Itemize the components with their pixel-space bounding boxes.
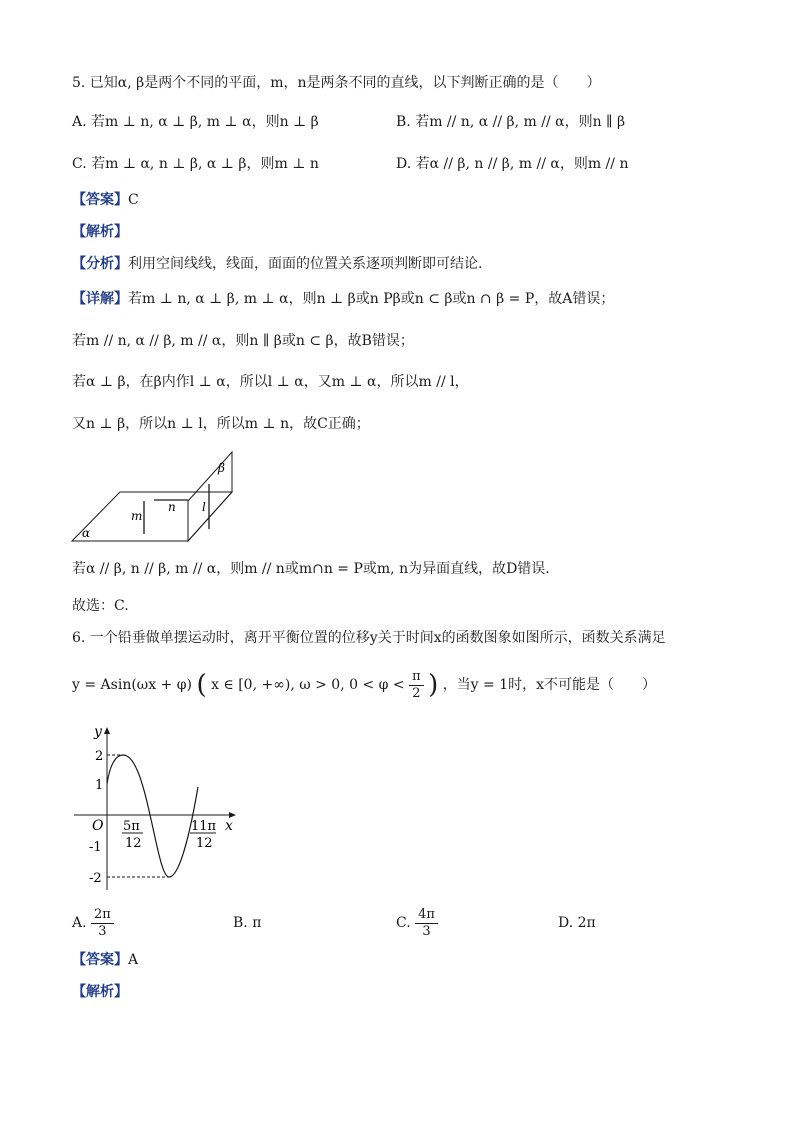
option-label: B. <box>233 915 248 931</box>
answer-value: A <box>128 952 139 968</box>
fraction-den: 3 <box>422 923 431 939</box>
y-tick-2: 2 <box>95 749 104 764</box>
q6-answer <box>72 950 138 970</box>
q6-formula <box>72 668 656 702</box>
q5-after-figure: 若α // β, n // β, m // α，则m // n或m∩n = P或m, n为异面直线，故D错误. <box>72 561 550 577</box>
option-label: C. <box>72 156 87 172</box>
fraction-den: 2 <box>412 685 421 701</box>
option-label: C. <box>396 915 411 931</box>
y-tick-neg1: -1 <box>89 840 102 855</box>
fraction-num: 4π <box>415 907 438 924</box>
analysis-tag: 【解析】 <box>72 224 128 240</box>
paren-close: ) <box>428 670 439 700</box>
q5-option-a <box>72 112 319 132</box>
q6-option-d <box>558 913 596 933</box>
option-text: 若α // β, n // β, m // α，则m // n <box>415 156 629 172</box>
option-label: D. <box>558 915 574 931</box>
fraction-den: 3 <box>98 923 107 939</box>
formula-condition: x ∈ [0, +∞), ω > 0, 0 < φ < <box>211 677 405 693</box>
label-alpha: α <box>82 526 91 540</box>
q5-analysis-heading <box>72 222 128 242</box>
label-l: l <box>202 500 206 514</box>
formula-right: ，当y = 1时，x不可能是（ ） <box>442 677 657 693</box>
detail-tag: 【详解】 <box>72 291 128 307</box>
option-text: 若m ⊥ n, α ⊥ β, m ⊥ α，则n ⊥ β <box>91 114 319 130</box>
option-text: π <box>252 915 262 931</box>
x-tick-11pi-num: 11π <box>191 819 217 834</box>
plane-alpha <box>72 492 232 541</box>
q6-option-c <box>396 904 438 942</box>
paren-open: ( <box>196 670 207 700</box>
q5-answer <box>72 190 139 210</box>
planes-figure <box>68 448 248 546</box>
fenxi-tag: 【分析】 <box>72 256 128 272</box>
fraction-num: 2π <box>91 907 114 924</box>
x-axis-label: x <box>225 818 233 834</box>
q5-option-c <box>72 154 319 174</box>
option-label: A. <box>72 915 87 931</box>
x-tick-5pi-den: 12 <box>125 836 142 851</box>
option-label: A. <box>72 114 87 130</box>
origin-label: O <box>92 818 104 834</box>
fenxi-text: 利用空间线线，线面，面面的位置关系逐项判断即可结论. <box>128 256 483 272</box>
fraction-num: π <box>409 669 424 686</box>
q5-option-d <box>396 154 628 174</box>
formula-fraction <box>409 669 424 702</box>
q5-detail-line-3: 若α ⊥ β，在β内作l ⊥ α，所以l ⊥ α，又m ⊥ α，所以m // l， <box>72 374 469 390</box>
y-tick-1: 1 <box>95 778 104 793</box>
formula-left: y = Asin(ωx + φ) <box>72 677 192 693</box>
label-m: m <box>131 509 143 523</box>
q5-option-b <box>396 112 625 132</box>
option-label: B. <box>396 114 411 130</box>
x-tick-5pi-num: 5π <box>123 819 140 834</box>
option-fraction <box>415 907 438 940</box>
option-text: 2π <box>577 915 596 931</box>
q5-conclusion: 故选：C. <box>72 598 129 614</box>
q6-option-b <box>233 913 261 933</box>
q5-detail-line-4: 又n ⊥ β，所以n ⊥ l，所以m ⊥ n，故C正确； <box>72 416 370 432</box>
answer-value: C <box>128 192 139 208</box>
answer-tag: 【答案】 <box>72 192 128 208</box>
q5-detail-line-1 <box>72 289 614 309</box>
label-n: n <box>168 500 176 514</box>
x-tick-11pi-den: 12 <box>196 836 213 851</box>
option-fraction <box>91 907 114 940</box>
y-axis-label: y <box>94 724 102 740</box>
q5-detail-line-2: 若m // n, α // β, m // α，则n ∥ β或n ⊂ β，故B错误； <box>72 333 414 349</box>
option-text: 若m // n, α // β, m // α，则n ∥ β <box>415 114 626 130</box>
q6-analysis-heading <box>72 982 128 1002</box>
q5-fenxi <box>72 254 482 274</box>
q6-stem: 6. 一个铅垂做单摆运动时，离开平衡位置的位移y关于时间x的函数图象如图所示，函数关系满足 <box>72 630 666 646</box>
detail-text: 若m ⊥ n, α ⊥ β, m ⊥ α，则n ⊥ β或n Pβ或n ⊂ β或n ∩ β = P，故A错误； <box>128 291 615 307</box>
option-label: D. <box>396 156 412 172</box>
q6-option-a <box>72 904 114 942</box>
sine-graph <box>70 720 250 900</box>
label-beta: β <box>218 461 225 475</box>
analysis-tag: 【解析】 <box>72 984 128 1000</box>
option-text: 若m ⊥ α, n ⊥ β, α ⊥ β，则m ⊥ n <box>91 156 319 172</box>
y-tick-neg2: -2 <box>89 871 102 886</box>
answer-tag: 【答案】 <box>72 952 128 968</box>
plane-beta <box>188 452 232 541</box>
q5-stem: 5. 已知α, β是两个不同的平面，m，n是两条不同的直线，以下判断正确的是（ ） <box>72 75 601 91</box>
sine-curve <box>107 755 198 877</box>
